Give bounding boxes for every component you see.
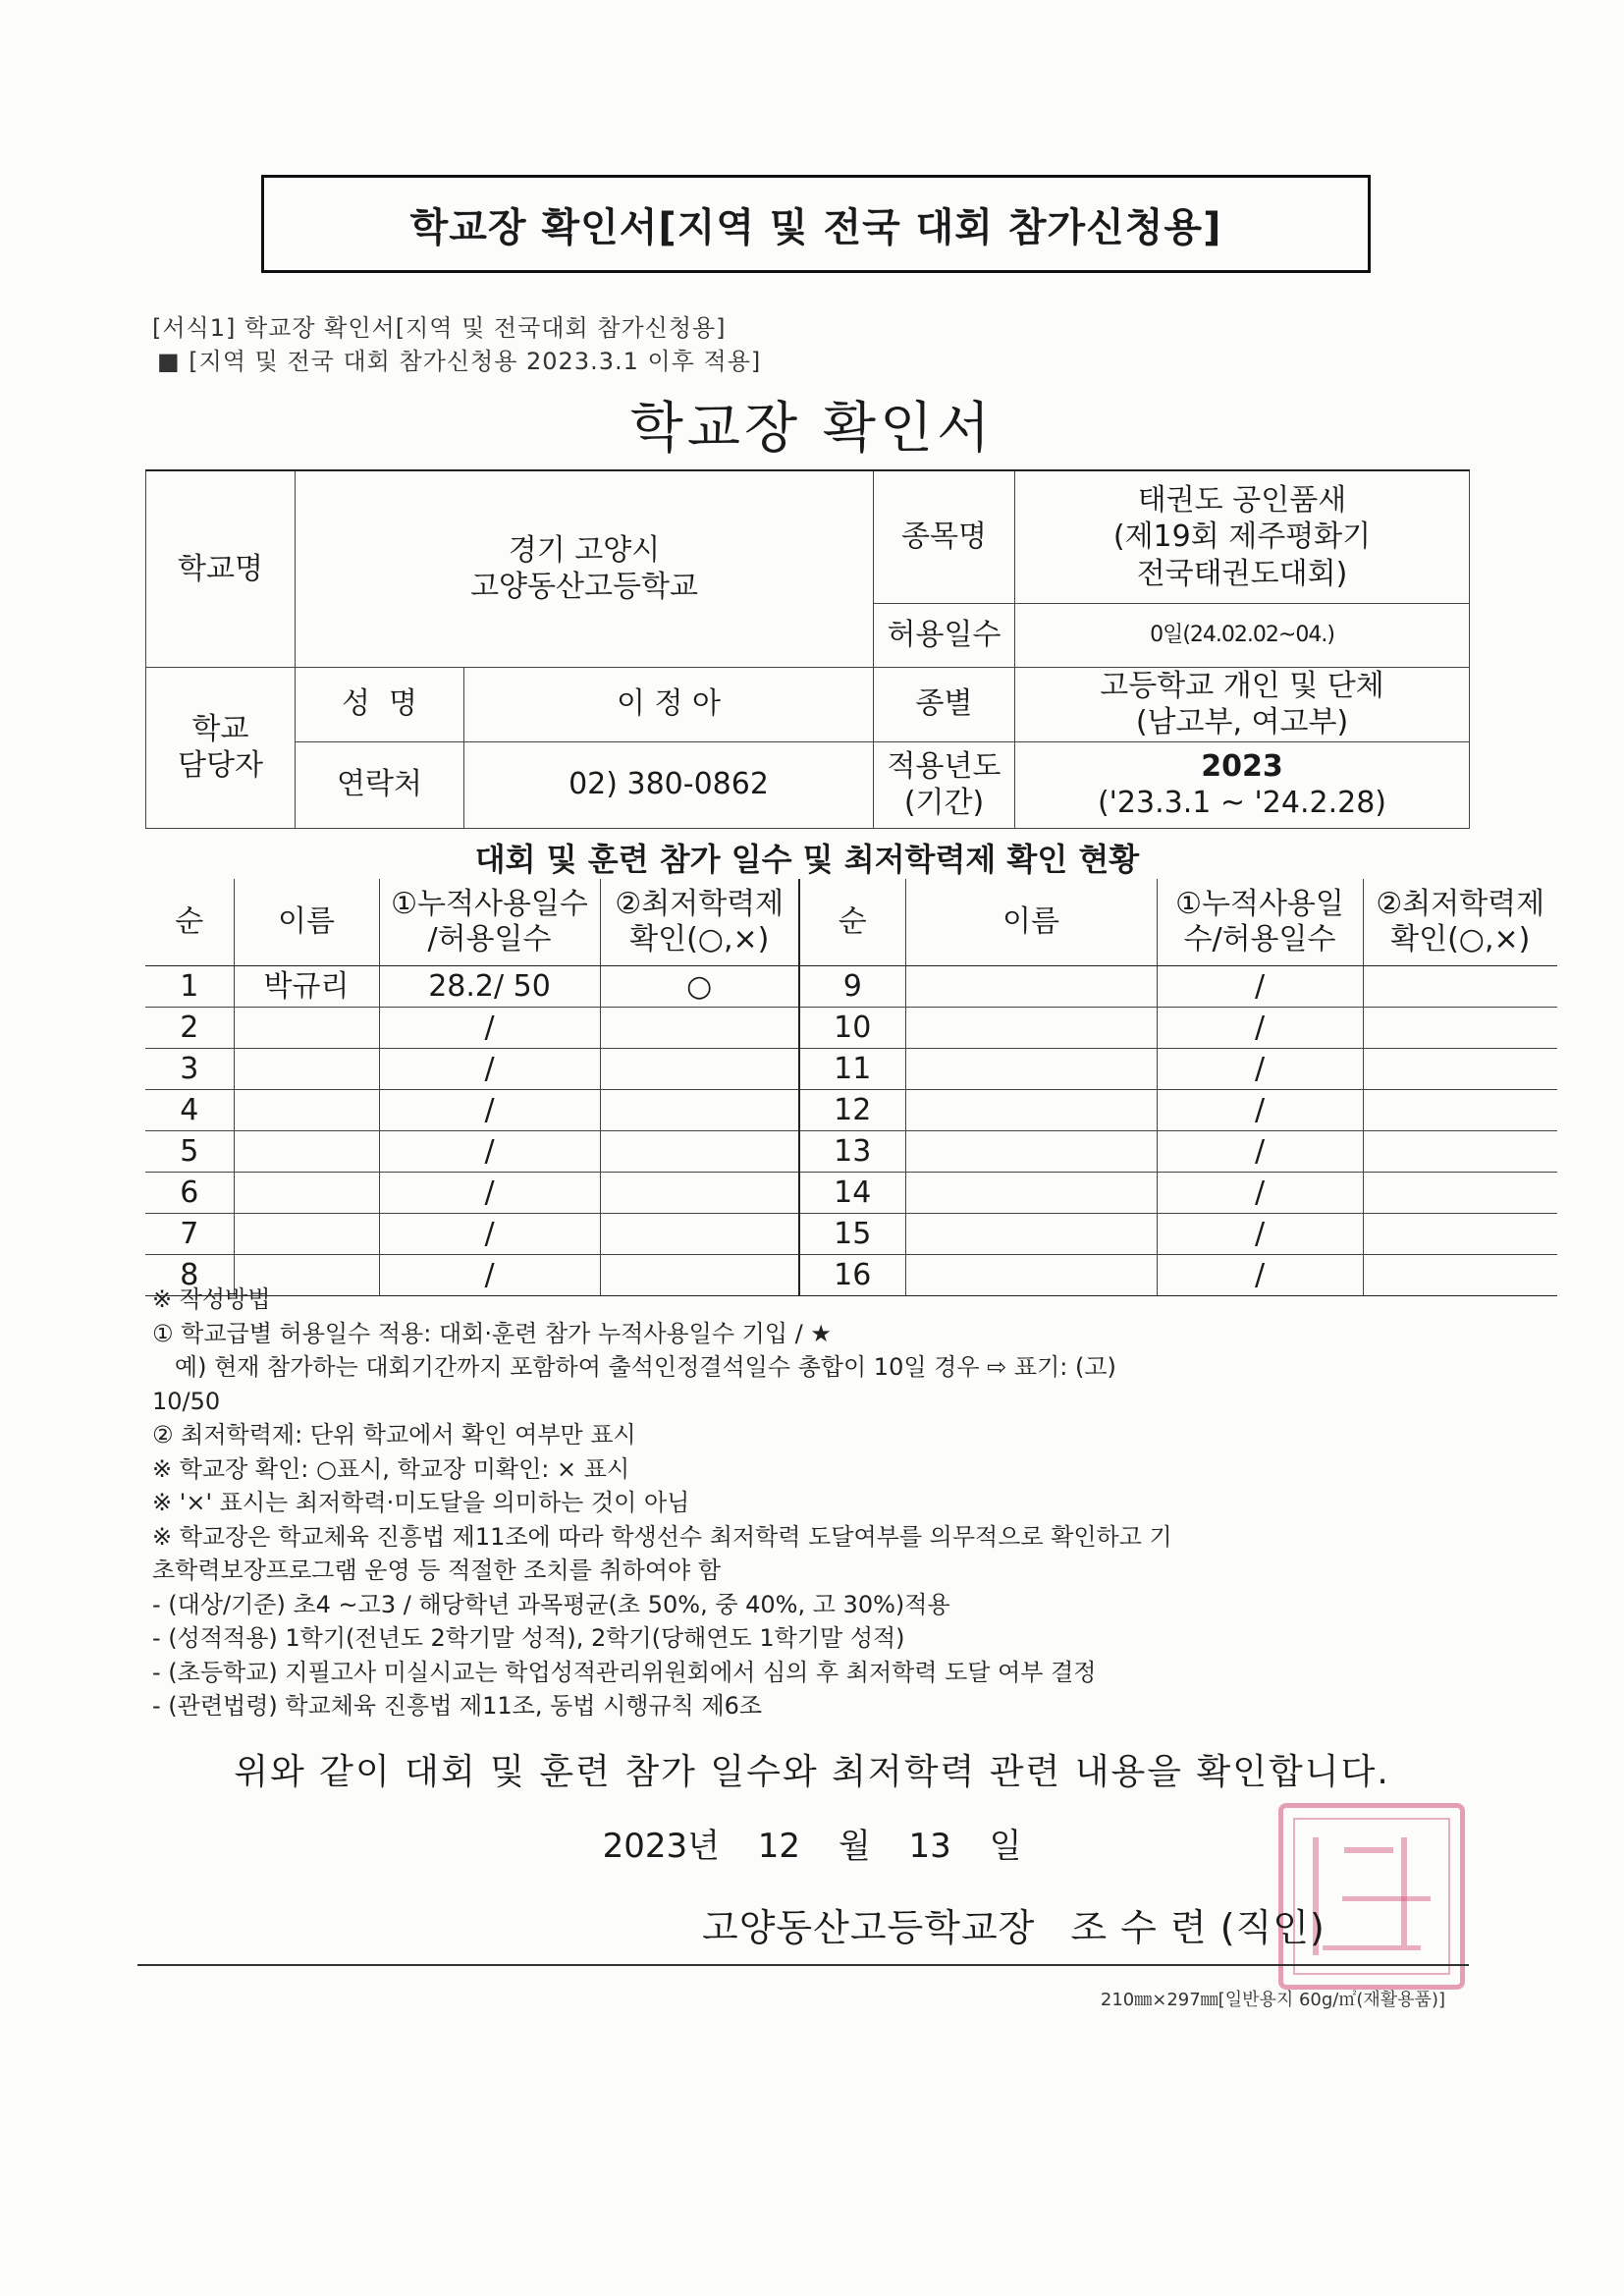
event-line: 전국태권도대회) [1136,556,1348,591]
category-line: 고등학교 개인 및 단체 [1100,668,1384,703]
paper-spec: 210㎜×297㎜[일반용지 60g/㎡(재활용품)] [1100,1990,1445,2010]
row-seq: 9 [799,966,905,1008]
row-days: / [1157,1090,1363,1131]
row-seq: 16 [799,1255,905,1296]
row-days: / [1157,1173,1363,1214]
instructions [152,1283,1473,1723]
signer-name: 조 수 련 [1070,1906,1208,1949]
event-line: (제19회 제주평화기 [1112,519,1372,554]
table-row [145,1008,1557,1049]
header-days-line: /허용일수 [427,922,552,957]
row-name [234,1049,379,1090]
row-seq: 4 [145,1090,234,1131]
row-check [600,1173,799,1214]
signer [702,1897,1326,1951]
signer-school: 고양동산고등학교장 [702,1906,1036,1949]
note-line: - (관련법령) 학교체육 진흥법 제11조, 동법 시행규칙 제6조 [152,1692,763,1720]
allowed-days-value: 0일(24.02.02~04.) [1015,603,1470,667]
row-days: / [379,1049,600,1090]
info-table [145,469,1470,829]
header-check-line: ②최저학력제 [1376,887,1545,921]
year-label-line: (기간) [903,786,985,820]
staff-label-line: 학교 [191,711,249,746]
divider [137,1964,1469,1966]
allowed-days-label: 허용일수 [874,603,1015,667]
row-name [234,1090,379,1131]
row-seq: 15 [799,1214,905,1255]
row-name [234,1173,379,1214]
row-check: ○ [600,966,799,1008]
row-check [1363,1131,1557,1173]
seal-marker: (직인) [1219,1906,1326,1949]
row-name [905,1008,1157,1049]
row-seq: 14 [799,1173,905,1214]
school-cell [296,470,874,667]
row-check [600,1049,799,1090]
name-value: 이 정 아 [464,667,874,741]
header-days [1157,879,1363,966]
note-line: ② 최저학력제: 단위 학교에서 확인 여부만 표시 [152,1421,636,1449]
year-period: ('23.3.1 ~ '24.2.28) [1097,786,1387,820]
staff-label-line: 담당자 [178,748,263,783]
row-days: / [1157,1049,1363,1090]
header-days-line: 수/허용일수 [1183,922,1336,957]
row-days: / [1157,1008,1363,1049]
row-days: / [379,1090,600,1131]
contact-value: 02) 380-0862 [464,741,874,828]
note-line: - (초등학교) 지필고사 미실시교는 학업성적관리위원회에서 심의 후 최저학력 도달 여부 결정 [152,1658,1097,1686]
document-heading: 학교장 확인서 [629,397,995,461]
header-seq: 순 [145,879,234,966]
table-row [145,1214,1557,1255]
row-seq: 5 [145,1131,234,1173]
row-name [905,1214,1157,1255]
header-days-line: ①누적사용일 [1175,887,1344,921]
row-check [1363,1090,1557,1131]
header-check-line: ②최저학력제 [615,887,785,921]
row-seq: 8 [145,1255,234,1296]
row-name [905,966,1157,1008]
header-name: 이름 [905,879,1157,966]
row-days: / [1157,1214,1363,1255]
row-name [234,1214,379,1255]
row-seq: 10 [799,1008,905,1049]
event-line: 태권도 공인품새 [1137,482,1347,518]
row-name [905,1131,1157,1173]
row-days: / [379,1214,600,1255]
date-day-unit: 일 [989,1827,1022,1866]
row-days: / [379,1173,600,1214]
row-check [1363,1049,1557,1090]
row-check [1363,1214,1557,1255]
row-seq: 2 [145,1008,234,1049]
note-line: 초학력보장프로그램 운영 등 적절한 조치를 취하여야 함 [152,1557,722,1584]
row-seq: 7 [145,1214,234,1255]
year-label [874,741,1015,828]
category-line: (남고부, 여고부) [1135,705,1349,739]
note-line: ※ 학교장은 학교체육 진흥법 제11조에 따라 학생선수 최저학력 도달여부를 의무적으로 확인하고 기 [152,1522,1172,1551]
date-month: 12 [757,1827,801,1866]
school-name: 고양동산고등학교 [470,570,698,605]
contact-label: 연락처 [296,741,464,828]
row-days: / [1157,966,1363,1008]
header-check [1363,879,1557,966]
table-row [145,1049,1557,1090]
row-days: / [379,1008,600,1049]
note-line: ※ 작성방법 [152,1285,271,1313]
roster-header-row [145,879,1557,966]
year-value: 2023 [1201,748,1283,784]
date-day: 13 [908,1827,951,1866]
roster-table [145,879,1557,1296]
note-line: ※ '×' 표시는 최저학력·미도달을 의미하는 것이 아님 [152,1489,690,1516]
table-row [145,966,1557,1008]
header-days-line: ①누적사용일수 [391,887,588,921]
form-reference: [서식1] 학교장 확인서[지역 및 전국대회 참가신청용] [152,314,727,342]
date-year: 2023년 [602,1827,720,1866]
note-line: - (성적적용) 1학기(전년도 2학기말 성적), 2학기(당해연도 1학기말 성적) [152,1624,905,1652]
category-label: 종별 [874,667,1015,741]
row-check [1363,966,1557,1008]
form-title: 학교장 확인서[지역 및 전국 대회 참가신청용] [261,175,1371,273]
row-name [234,1131,379,1173]
row-name [905,1049,1157,1090]
school-label: 학교명 [146,470,296,667]
year-cell [1015,741,1470,828]
event-label: 종목명 [874,470,1015,603]
row-check [600,1090,799,1131]
row-days: / [379,1255,600,1296]
header-seq: 순 [799,879,905,966]
note-line: ① 학교급별 허용일수 적용: 대회·훈련 참가 누적사용일수 기입 / ★ [152,1319,832,1347]
note-line: 10/50 [152,1387,221,1415]
row-name [905,1090,1157,1131]
status-heading: 대회 및 훈련 참가 일수 및 최저학력제 확인 현황 [474,841,1140,878]
row-check [1363,1173,1557,1214]
confirmation-statement: 위와 같이 대회 및 훈련 참가 일수와 최저학력 관련 내용을 확인합니다. [234,1752,1390,1792]
row-check [600,1008,799,1049]
date-month-unit: 월 [838,1827,871,1866]
header-check [600,879,799,966]
name-label: 성 명 [296,667,464,741]
row-check [1363,1008,1557,1049]
row-seq: 11 [799,1049,905,1090]
event-cell [1015,470,1470,603]
year-label-line: 적용년도 [887,748,1001,784]
row-name [905,1173,1157,1214]
note-line: ※ 학교장 확인: ○표시, 학교장 미확인: × 표시 [152,1454,630,1483]
row-days: / [379,1131,600,1173]
row-name: 박규리 [234,966,379,1008]
row-seq: 13 [799,1131,905,1173]
table-row [145,1090,1557,1131]
row-seq: 12 [799,1090,905,1131]
form-applicability: ■ [지역 및 전국 대회 참가신청용 2023.3.1 이후 적용] [157,348,762,375]
row-days: / [1157,1131,1363,1173]
category-cell [1015,667,1470,741]
school-region: 경기 고양시 [508,532,661,568]
header-name: 이름 [234,879,379,966]
row-seq: 1 [145,966,234,1008]
row-days: / [1157,1255,1363,1296]
row-seq: 3 [145,1049,234,1090]
table-row [145,1131,1557,1173]
header-days [379,879,600,966]
row-seq: 6 [145,1173,234,1214]
note-line: 예) 현재 참가하는 대회기간까지 포함하여 출석인정결석일수 총합이 10일 경우 ⇨ 표기: (고) [152,1353,1116,1381]
row-days: 28.2/ 50 [379,966,600,1008]
official-seal-stamp [1278,1803,1465,1990]
note-line: - (대상/기준) 초4 ~고3 / 해당학년 과목평균(초 50%, 중 40%, 고 30%)적용 [152,1590,950,1618]
row-check [600,1131,799,1173]
row-check [600,1214,799,1255]
staff-label [146,667,296,828]
table-row [145,1173,1557,1214]
row-name [234,1008,379,1049]
header-check-line: 확인(○,×) [1390,922,1531,957]
header-check-line: 확인(○,×) [629,922,770,957]
